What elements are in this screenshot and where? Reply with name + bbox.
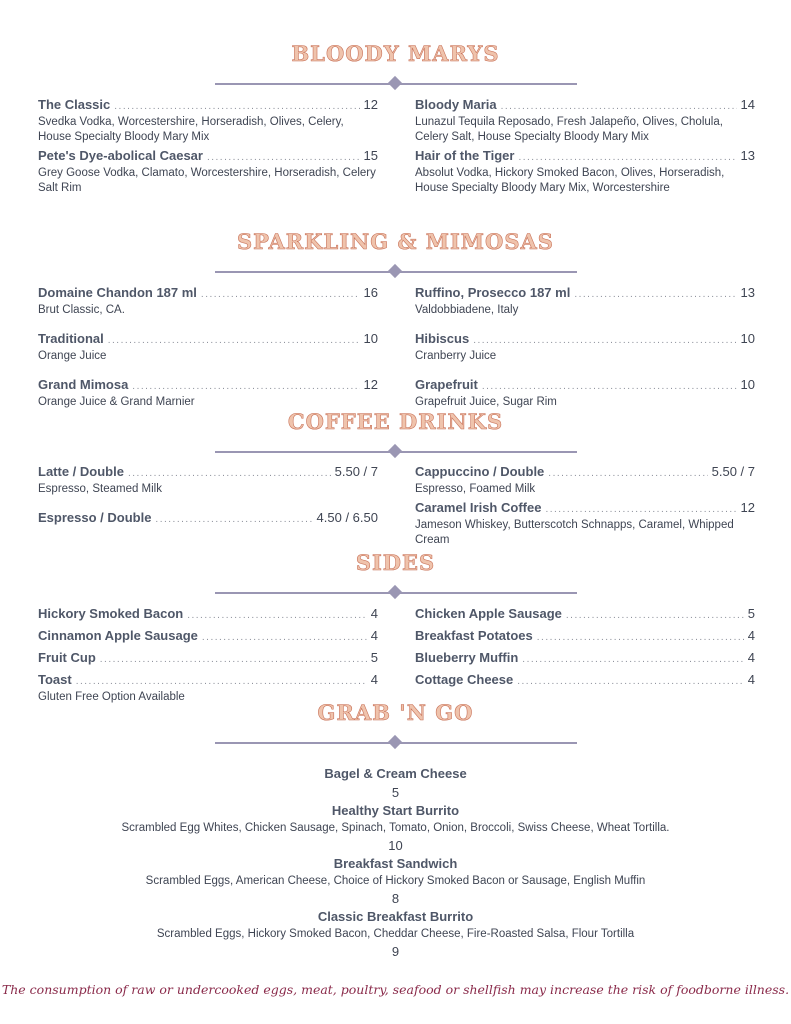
dot-leader [548,466,707,482]
menu-item [415,606,755,624]
item-description: Absolut Vodka, Hickory Smoked Bacon, Olives, Horseradish, House Specialty Bloody Mary Mix, Worcestershire [415,167,725,194]
title-grab-n-go: GRAB 'N GO [317,700,474,725]
item-name: Hickory Smoked Bacon [38,606,184,621]
sides-left [38,606,378,709]
dot-leader [201,287,360,303]
item-description: Gluten Free Option Available [38,691,185,703]
item-row [415,331,755,349]
item-row [38,510,378,528]
divider [215,592,577,594]
item-name: Espresso / Double [38,510,152,525]
item-price: 4 [747,672,755,687]
grab-item-price: 8 [391,891,400,906]
item-row [38,377,378,395]
item-row [38,464,378,482]
dot-leader [545,502,736,518]
item-name: Domaine Chandon 187 ml [38,285,197,300]
item-price: 5 [370,650,378,665]
sparkling-left [38,285,378,423]
menu-item [38,377,378,410]
food-safety-notice: The consumption of raw or undercooked eggs, meat, poultry, seafood or shellfish may increase the risk of foodborne illness. [1,982,790,997]
bloody-right [415,97,755,199]
item-price: 13 [740,285,755,300]
dot-leader [202,630,367,646]
item-description: Cranberry Juice [415,350,497,362]
grab-item-description: Scrambled Eggs, American Cheese, Choice of Hickory Smoked Bacon or Sausage, English Muffin [145,875,646,887]
dot-leader [501,99,737,115]
dot-leader [566,608,744,624]
item-row [38,148,378,166]
coffee-left [38,464,378,541]
menu-item [415,285,755,318]
item-price: 5 [747,606,755,621]
item-row [415,97,755,115]
grab-item-price: 10 [388,838,403,853]
item-price: 14 [740,97,755,112]
item-price: 4.50 / 6.50 [316,510,378,525]
item-price: 12 [363,97,378,112]
item-row [415,650,755,668]
grab-item-price: 9 [391,944,400,959]
grab-item-name: Breakfast Sandwich [333,856,458,871]
menu-item [415,331,755,364]
item-row [415,672,755,690]
coffee-right [415,464,755,551]
item-price: 4 [370,672,378,687]
item-name: Hibiscus [415,331,470,346]
dot-leader [482,379,737,395]
item-price: 13 [740,148,755,163]
item-name: Breakfast Potatoes [415,628,533,643]
dot-leader [522,652,743,668]
item-price: 5.50 / 7 [711,464,755,479]
item-description: Orange Juice [38,350,107,362]
item-row [38,650,378,668]
menu-item [38,148,378,196]
title-bloody-marys: BLOODY MARYS [291,41,500,66]
item-name: Toast [38,672,72,687]
item-name: Pete's Dye-abolical Caesar [38,148,203,163]
grab-item-price: 5 [391,785,400,800]
menu-item [38,285,378,318]
item-row [415,377,755,395]
item-name: Cappuccino / Double [415,464,545,479]
item-row [415,500,755,518]
bloody-left [38,97,378,199]
item-price: 4 [747,650,755,665]
title-sides: SIDES [355,550,436,575]
menu-item [415,464,755,497]
dot-leader [518,150,736,166]
item-name: Blueberry Muffin [415,650,519,665]
menu-item [415,650,755,668]
item-price: 12 [363,377,378,392]
dot-leader [100,652,367,668]
item-description: Grey Goose Vodka, Clamato, Worcestershire, Horseradish, Celery Salt Rim [38,167,376,194]
item-price: 16 [363,285,378,300]
item-name: The Classic [38,97,111,112]
item-name: Fruit Cup [38,650,96,665]
dot-leader [128,466,331,482]
menu-item [38,97,378,145]
dot-leader [207,150,360,166]
item-row [415,606,755,624]
item-row [415,464,755,482]
item-description: Lunazul Tequila Reposado, Fresh Jalapeño, Olives, Cholula, Celery Salt, House Specialty Bloody Mary Mix [415,116,723,143]
grab-item-name: Healthy Start Burrito [331,803,460,818]
menu-item [38,628,378,646]
item-name: Grand Mimosa [38,377,129,392]
dot-leader [76,674,367,690]
divider [215,742,577,744]
item-description: Grapefruit Juice, Sugar Rim [415,396,557,408]
menu-item [38,510,378,528]
item-row [38,672,378,690]
menu-item [415,672,755,690]
item-price: 10 [740,377,755,392]
menu-item [415,97,755,145]
sparkling-right [415,285,755,423]
item-description: Jameson Whiskey, Butterscotch Schnapps, Caramel, Whipped Cream [415,519,734,546]
dot-leader [187,608,367,624]
divider [215,451,577,453]
divider [215,83,577,85]
item-row [415,285,755,303]
item-row [38,285,378,303]
item-price: 12 [740,500,755,515]
menu-item [38,606,378,624]
menu-item [415,628,755,646]
item-row [38,628,378,646]
dot-leader [537,630,744,646]
item-description: Valdobbiadene, Italy [415,304,519,316]
grab-item-description: Scrambled Eggs, Hickory Smoked Bacon, Cheddar Cheese, Fire-Roasted Salsa, Flour Tortilla [156,928,635,940]
item-row [38,97,378,115]
item-name: Latte / Double [38,464,124,479]
item-row [415,148,755,166]
item-description: Espresso, Foamed Milk [415,483,536,495]
item-description: Orange Juice & Grand Marnier [38,396,195,408]
dot-leader [114,99,359,115]
item-name: Cottage Cheese [415,672,514,687]
grab-item-description: Scrambled Egg Whites, Chicken Sausage, Spinach, Tomato, Onion, Broccoli, Swiss Cheese, Wheat Tortilla. [121,822,670,834]
menu-item [38,331,378,364]
item-price: 10 [363,331,378,346]
item-name: Grapefruit [415,377,478,392]
divider [215,271,577,273]
item-row [415,628,755,646]
item-description: Svedka Vodka, Worcestershire, Horseradish, Olives, Celery, House Specialty Bloody Mary Mix [38,116,344,143]
dot-leader [132,379,359,395]
menu-item [38,464,378,497]
item-name: Chicken Apple Sausage [415,606,562,621]
item-price: 15 [363,148,378,163]
item-name: Cinnamon Apple Sausage [38,628,198,643]
dot-leader [155,512,312,528]
item-price: 4 [747,628,755,643]
item-name: Hair of the Tiger [415,148,515,163]
grab-item-name: Bagel & Cream Cheese [324,766,467,781]
dot-leader [473,333,736,349]
menu-item [415,500,755,548]
item-price: 5.50 / 7 [334,464,378,479]
title-sparkling: SPARKLING & MIMOSAS [237,229,554,254]
item-name: Ruffino, Prosecco 187 ml [415,285,571,300]
item-price: 4 [370,628,378,643]
item-description: Espresso, Steamed Milk [38,483,162,495]
grab-item-name: Classic Breakfast Burrito [317,909,474,924]
item-price: 4 [370,606,378,621]
item-row [38,331,378,349]
item-name: Caramel Irish Coffee [415,500,542,515]
grab-n-go-list [0,765,791,961]
title-coffee: COFFEE DRINKS [287,409,504,434]
menu-item [415,377,755,410]
dot-leader [517,674,744,690]
item-name: Bloody Maria [415,97,497,112]
menu-item [415,148,755,196]
item-price: 10 [740,331,755,346]
dot-leader [108,333,360,349]
dot-leader [574,287,736,303]
sides-right [415,606,755,694]
menu-item [38,650,378,668]
item-description: Brut Classic, CA. [38,304,125,316]
item-name: Traditional [38,331,104,346]
item-row [38,606,378,624]
